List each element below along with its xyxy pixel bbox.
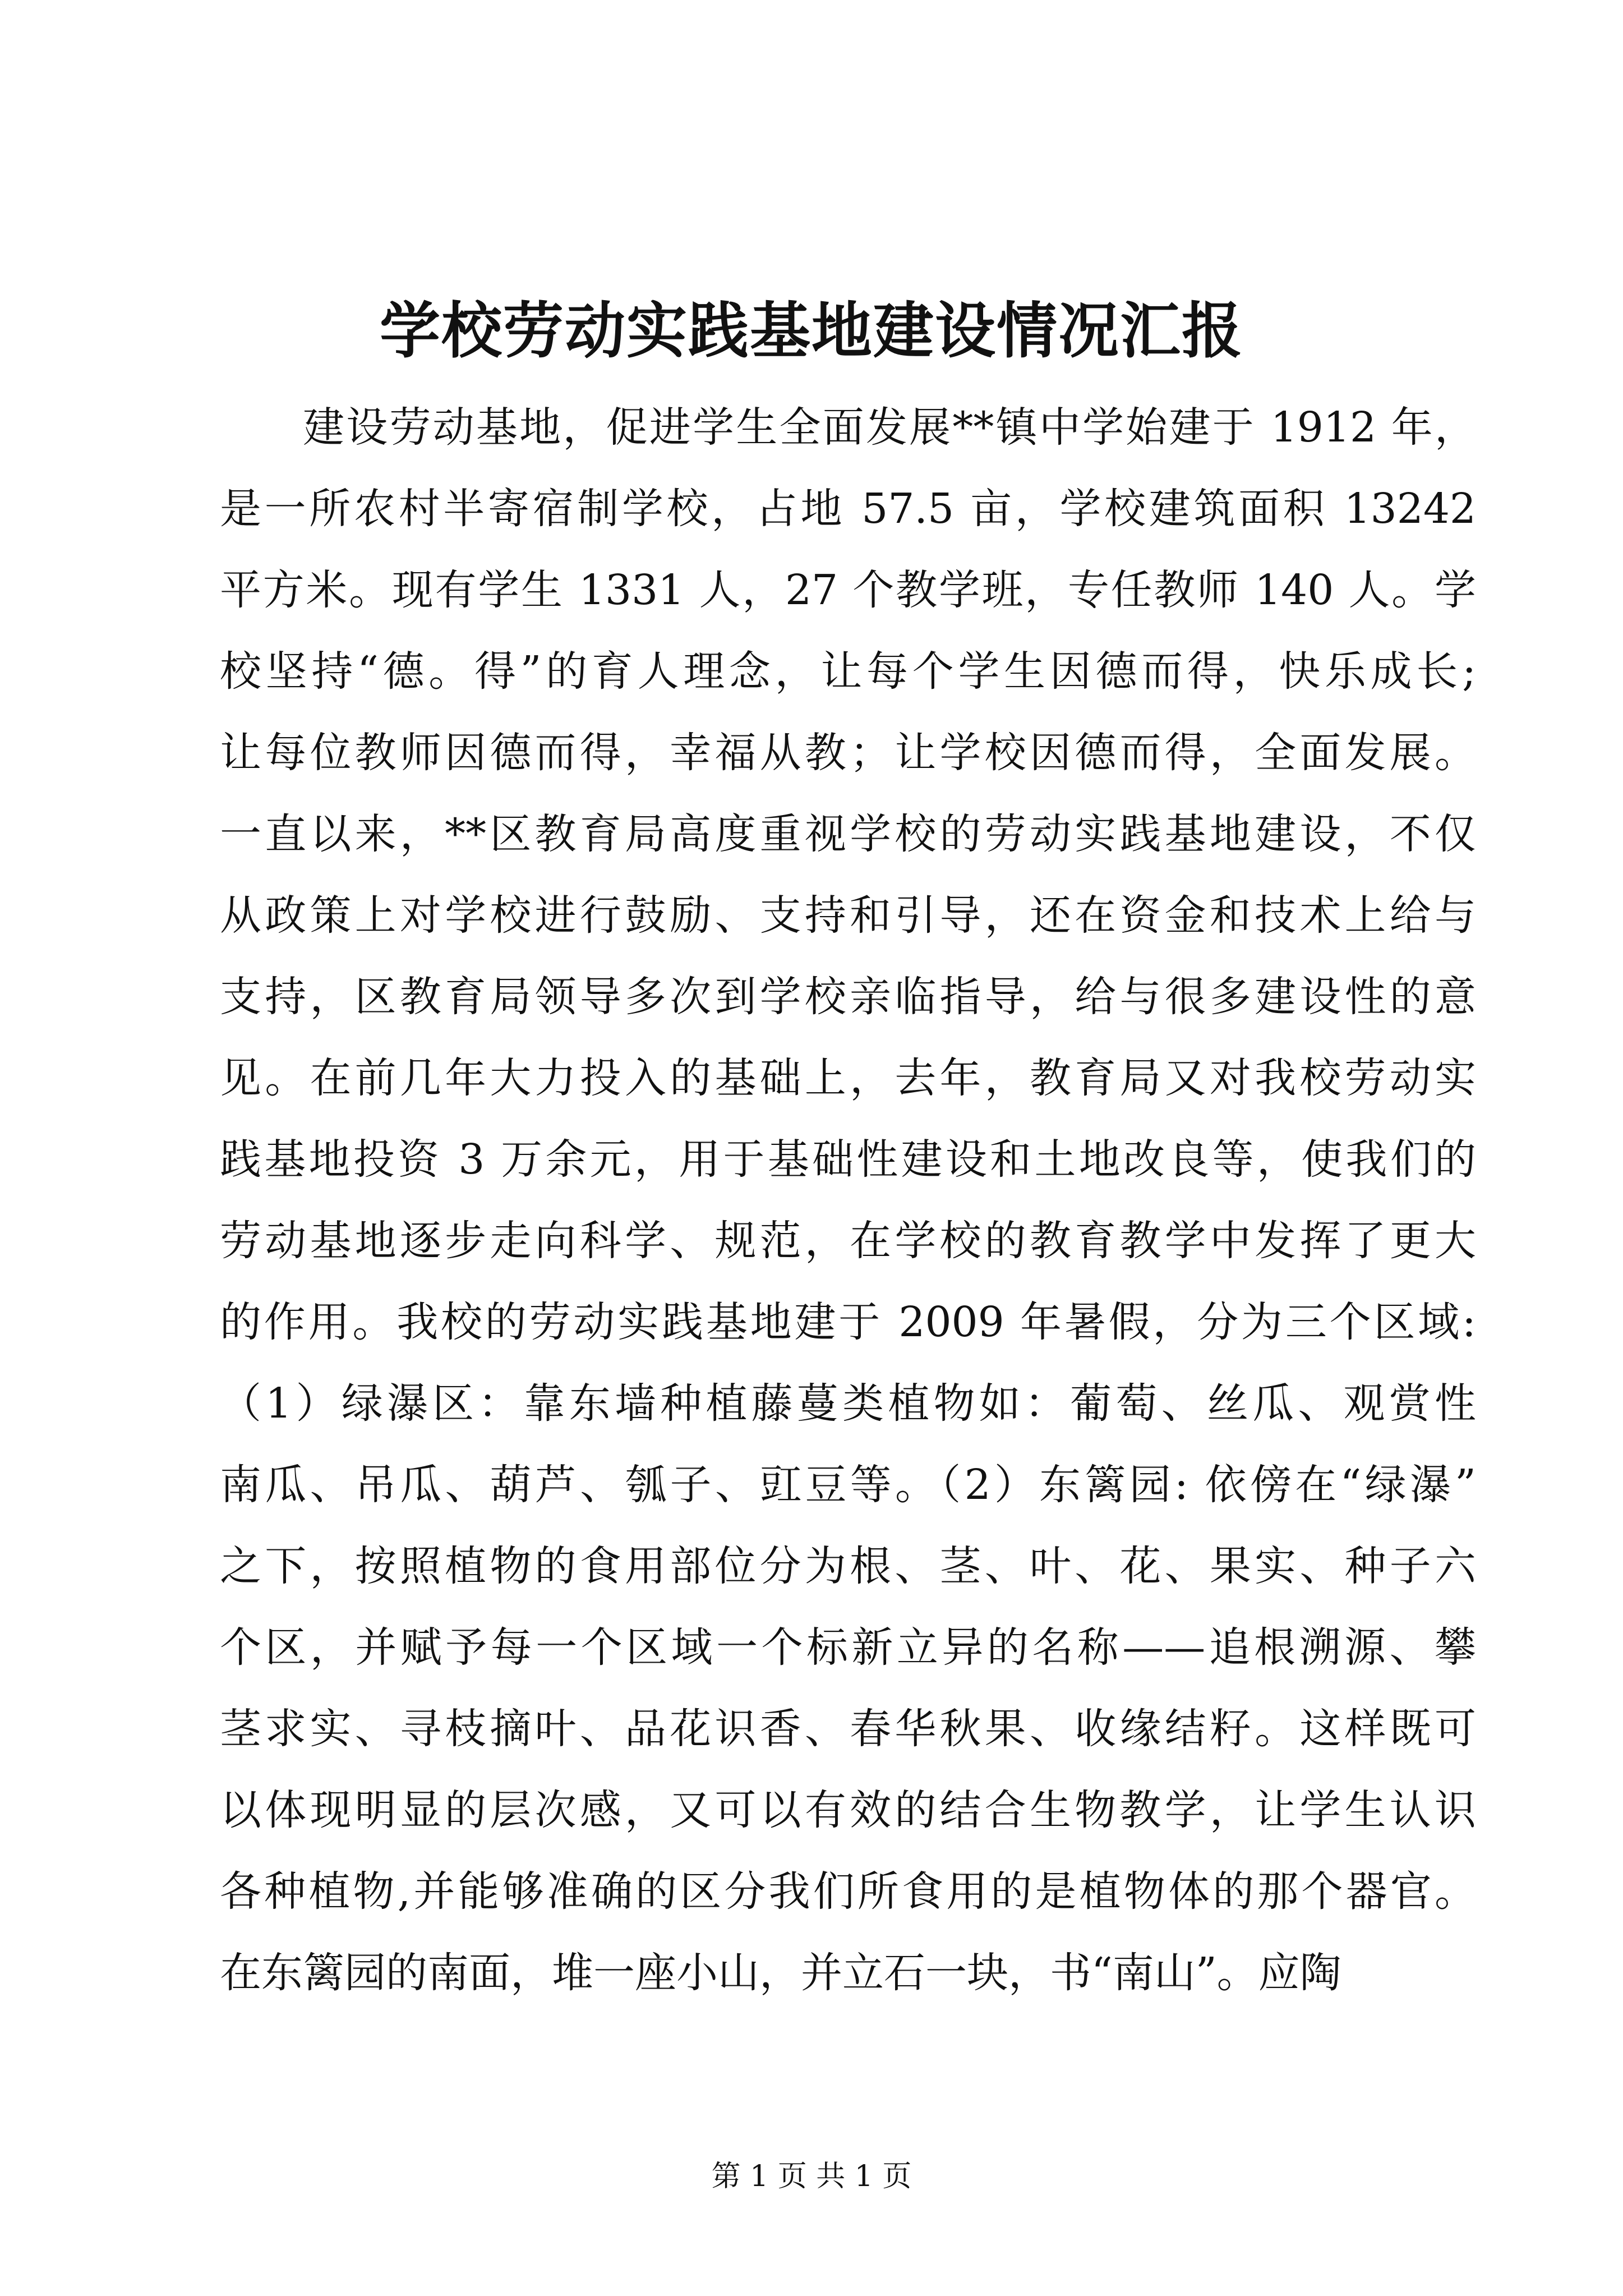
text-line: 劳动基地逐步走向科学、规范，在学校的教育教学中发挥了更大 [220, 1217, 1476, 1265]
text-line: 的作用。我校的劳动实践基地建于 2009 年暑假，分为三个区域: [220, 1298, 1476, 1346]
text-line: （1）绿瀑区：靠东墙种植藤蔓类植物如：葡萄、丝瓜、观赏性 [220, 1379, 1476, 1428]
body-paragraph [220, 387, 1476, 2014]
text-line: 一直以来，**区教育局高度重视学校的劳动实践基地建设，不仅 [220, 810, 1476, 858]
text-line: 见。在前几年大力投入的基础上，去年，教育局又对我校劳动实 [220, 1054, 1476, 1102]
text-line: 支持，区教育局领导多次到学校亲临指导，给与很多建设性的意 [220, 973, 1476, 1021]
text-line: 践基地投资 3 万余元，用于基础性建设和土地改良等，使我们的 [220, 1135, 1476, 1184]
text-line: 茎求实、寻枝摘叶、品花识香、春华秋果、收缘结籽。这样既可 [220, 1705, 1476, 1753]
text-line: 各种植物,并能够准确的区分我们所食用的是植物体的那个器官。 [220, 1867, 1476, 1916]
text-line: 以体现明显的层次感，又可以有效的结合生物教学，让学生认识 [220, 1786, 1476, 1834]
text-line: 平方米。现有学生 1331 人，27 个教学班，专任教师 140 人。学 [220, 566, 1476, 614]
text-line: 之下，按照植物的食用部位分为根、茎、叶、花、果实、种子六 [220, 1542, 1476, 1590]
text-line: 校坚持“德。得”的育人理念，让每个学生因德而得，快乐成长; [220, 647, 1476, 696]
text-line: 建设劳动基地，促进学生全面发展**镇中学始建于 1912 年， [303, 403, 1476, 452]
text-line: 在东篱园的南面，堆一座小山，并立石一块，书“南山”。应陶 [220, 1949, 1341, 1997]
page-footer: 第 1 页 共 1 页 [711, 2160, 912, 2193]
text-line: 让每位教师因德而得，幸福从教；让学校因德而得，全面发展。 [220, 729, 1476, 777]
text-line: 个区，并赋予每一个区域一个标新立异的名称——追根溯源、攀 [220, 1623, 1476, 1672]
document-title: 学校劳动实践基地建设情况汇报 [379, 296, 1243, 366]
text-line: 南瓜、吊瓜、葫芦、瓠子、豇豆等。（2）东篱园: 依傍在“绿瀑” [220, 1461, 1476, 1509]
text-line: 是一所农村半寄宿制学校，占地 57.5 亩，学校建筑面积 13242 [220, 485, 1476, 533]
text-line: 从政策上对学校进行鼓励、支持和引导，还在资金和技术上给与 [220, 891, 1476, 940]
